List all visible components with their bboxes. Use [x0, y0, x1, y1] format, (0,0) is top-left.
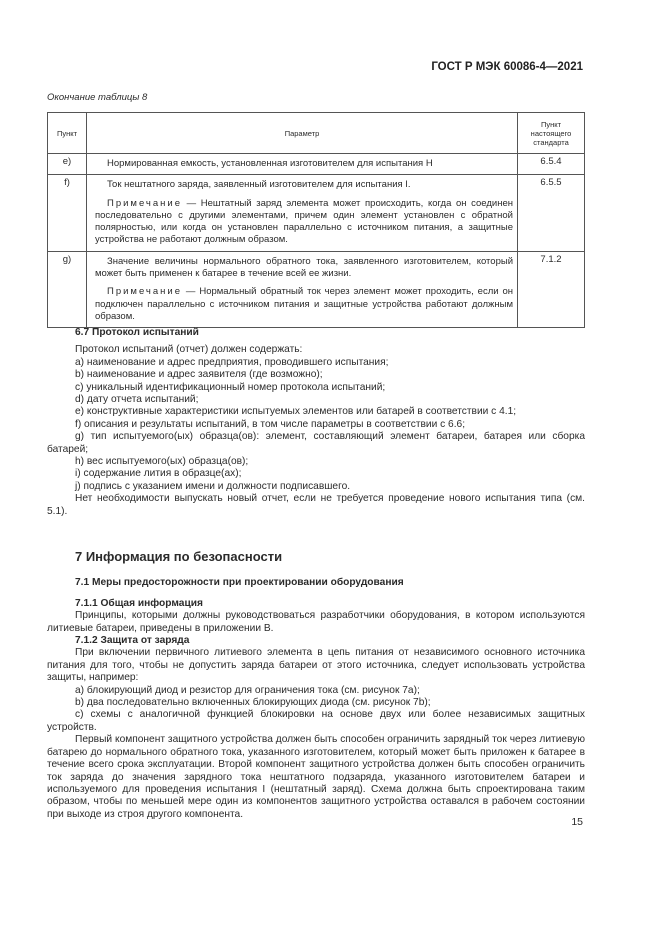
param-note	[95, 198, 513, 247]
param-text: Ток нештатного заряда, заявленный изготовителем для испытания I.	[107, 179, 411, 191]
section-title: 7.1 Меры предосторожности при проектировании оборудования	[75, 577, 404, 589]
list-item: f) описания и результаты испытаний, в том числе параметры в соответствии с 6.6;	[75, 418, 466, 430]
header-ref: Пункт настоящего стандарта	[518, 113, 585, 154]
row-ref: 6.5.5	[518, 175, 585, 251]
row-item: g)	[48, 251, 87, 327]
row-ref: 7.1.2	[518, 251, 585, 327]
header-param: Параметр	[87, 113, 518, 154]
list-item: a) наименование и адрес предприятия, проводившего испытания;	[75, 356, 389, 368]
row-param	[87, 175, 518, 251]
list-item: b) наименование и адрес заявителя (где возможно);	[75, 369, 323, 381]
table-header-row	[48, 113, 585, 154]
subsection-title: 7.1.2 Защита от заряда	[75, 635, 190, 647]
list-item: i) содержание лития в образце(ах);	[75, 468, 242, 480]
document-header: ГОСТ Р МЭК 60086-4—2021	[431, 61, 583, 73]
paragraph: Первый компонент защитного устройства должен быть способен ограничить зарядный ток через литиевую батарею до нормального обратного тока, указанного изготовителем, который может быть приложен к батарее в течение всего срока эксплуатации. Второй компонент защитного устройства должен быть способен ограничить ток заряда до значения зарядного тока нештатного подзаряда, указанного изготовителем батареи и используемого для проведения испытания I (нештатный заряд). Схема должна быть спроектирована таким образом, чтобы по меньшей мере один из компонентов защитного устройства оставался в рабочем состоянии при выходе из строя другого компонента.	[47, 734, 585, 820]
list-item: h) вес испытуемого(ых) образца(ов);	[75, 456, 249, 468]
table-row	[48, 154, 585, 175]
paragraph: При включении первичного литиевого элемента в цепь питания от независимого основного источника питания для того, чтобы не допустить заряда батареи от этого источника, следует использовать устройства защиты, например:	[47, 647, 585, 684]
table-caption: Окончание таблицы 8	[47, 92, 148, 103]
subsection-title: 7.1.1 Общая информация	[75, 597, 203, 609]
list-item: j) подпись с указанием имени и должности подписавшего.	[75, 480, 351, 492]
parameters-table	[47, 112, 585, 328]
list-item: c) уникальный идентификационный номер протокола испытаний;	[75, 381, 386, 393]
note-label: Примечание	[107, 286, 182, 298]
list-item: d) дату отчета испытаний;	[75, 394, 199, 406]
list-item: g) тип испытуемого(ых) образца(ов): элемент, составляющий элемент батареи, батарея или сборка батарей;	[47, 431, 585, 455]
section-title: 6.7 Протокол испытаний	[75, 327, 199, 338]
list-item: b) два последовательно включенных блокирующих диода (см. рисунок 7b);	[75, 697, 431, 709]
note-label: Примечание	[107, 197, 182, 209]
list-item: c) схемы с аналогичной функцией блокировки на основе двух или более независимых защитных устройств.	[47, 709, 585, 733]
row-param	[87, 154, 518, 175]
list-item: e) конструктивные характеристики испытуемых элементов или батарей в соответствии с 4.1;	[75, 406, 517, 418]
page-number: 15	[571, 816, 583, 828]
section-7	[47, 551, 585, 821]
chapter-title: 7 Информация по безопасности	[75, 549, 283, 564]
param-text: Нормированная емкость, установленная изготовителем для испытания H	[107, 158, 433, 169]
list-item: a) блокирующий диод и резистор для ограничения тока (см. рисунок 7a);	[75, 684, 420, 696]
param-note	[95, 286, 513, 323]
table-row	[48, 175, 585, 251]
note-text: — Нормальный обратный ток через элемент может проходить, если он подключен параллельно с источником питания и защитные устройства работают должным образом.	[95, 286, 513, 322]
row-param	[87, 251, 518, 327]
header-item: Пункт	[48, 113, 87, 154]
row-ref: 6.5.4	[518, 154, 585, 175]
table-row	[48, 251, 585, 327]
paragraph: Протокол испытаний (отчет) должен содержать:	[75, 344, 303, 356]
note-text: — Нештатный заряд элемента может происходить, когда он соединен последовательно с другими элементами, причем один элемент установлен с обратной полярностью, или когда он установлен параллельно с источником питания, а защитные устройства не работают должным образом.	[95, 197, 513, 246]
row-item: f)	[48, 175, 87, 251]
section-6-7	[47, 327, 585, 518]
row-item: e)	[48, 154, 87, 175]
paragraph: Принципы, которыми должны руководствоваться разработчики оборудования, в котором используются литиевые батареи, приведены в приложении В.	[47, 610, 585, 634]
param-text: Значение величины нормального обратного тока, заявленного изготовителем, который может быть применен к батарее в течение всей ее жизни.	[95, 255, 513, 280]
paragraph: Нет необходимости выпускать новый отчет, если не требуется проведение нового испытания типа (см. 5.1).	[47, 493, 585, 517]
